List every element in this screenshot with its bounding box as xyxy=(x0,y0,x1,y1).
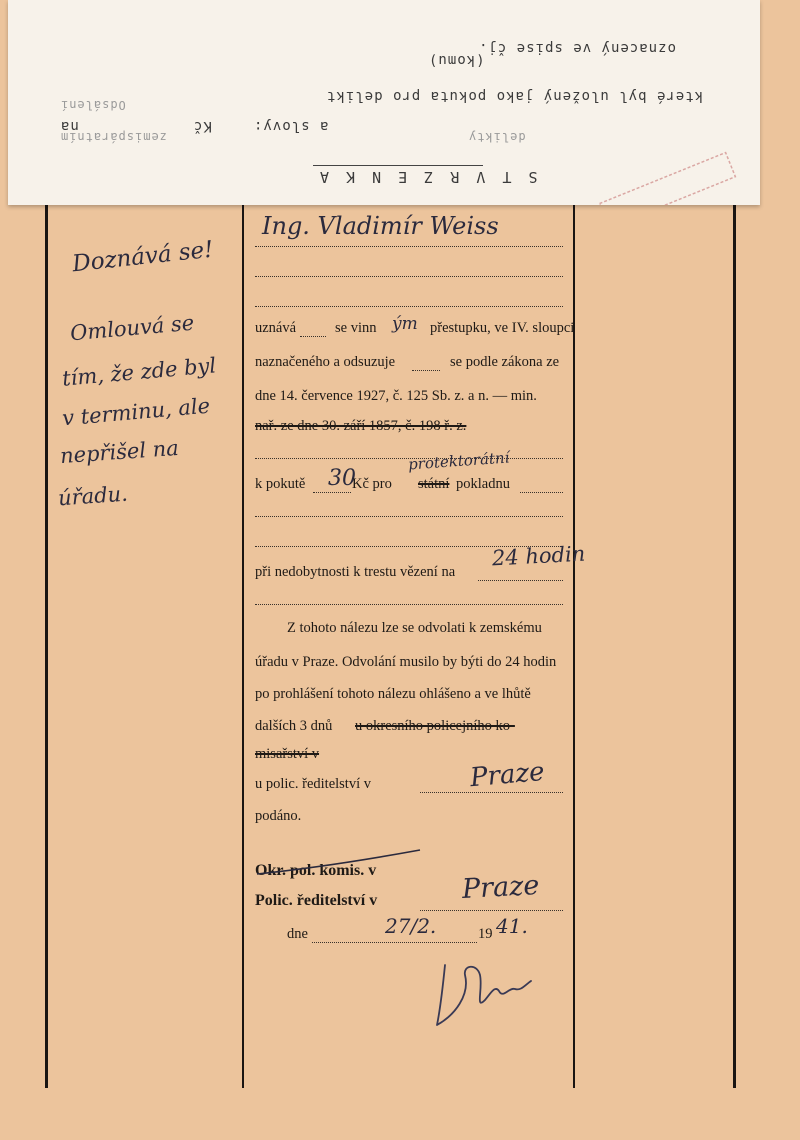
slip-title: S T V R Z E N K A xyxy=(316,168,538,186)
hand-amount: 30 xyxy=(328,466,356,491)
accused-name: Ing. Vladimír Weiss xyxy=(262,212,499,240)
note-line-6: úřadu. xyxy=(57,481,129,511)
slip-line-3c: a slovy: xyxy=(253,118,329,134)
slip-ghost-1: Odsálení xyxy=(60,98,126,112)
hand-hours: 24 hodin xyxy=(491,541,586,571)
slip-line-3b: Kč xyxy=(193,118,212,134)
label-year-prefix: 19 xyxy=(478,926,493,942)
note-line-4: v terminu, ale xyxy=(61,393,211,431)
appeal-line-1: Z tohoto nálezu lze se odvolati k zemskému xyxy=(287,620,542,636)
label-kc-pro: Kč pro xyxy=(352,476,392,492)
label-pri-nedobytnosti: při nedobytnosti k trestu vězení na xyxy=(255,564,456,580)
slip-line-2: které byl uložený jako pokuta pro delikt xyxy=(326,88,704,104)
slip-line-1b: (komu) xyxy=(428,52,485,68)
label-dne-line: dne 14. července 1927, č. 125 Sb. z. a n. — min. xyxy=(255,388,537,404)
strike-okr-komis xyxy=(255,848,425,883)
slip-line-1: oznacený ve spise čj. xyxy=(478,40,677,56)
label-polic-reditelstvi: Polic. ředitelství v xyxy=(255,892,378,909)
appeal-line-5: misařství v xyxy=(255,746,320,762)
label-k-pokute: k pokutě xyxy=(255,476,306,492)
label-se-podle: se podle zákona ze xyxy=(450,354,560,370)
receipt-slip xyxy=(8,0,760,205)
hand-protektoratni: protektorátní xyxy=(407,448,510,474)
dots-date xyxy=(312,942,477,943)
dots-odsuzuje xyxy=(412,370,440,371)
dots-hours xyxy=(478,580,563,581)
hand-year: 41. xyxy=(496,914,528,938)
dots-pokladnu xyxy=(520,492,563,493)
label-prestupku: přestupku, ve IV. sloupci xyxy=(430,320,575,336)
appeal-line-2: úřadu v Praze. Odvolání musilo by býti do 24 hodin xyxy=(255,654,557,670)
dots-amount xyxy=(313,492,351,493)
label-naznaceneho: naznačeného a odsuzuje xyxy=(255,354,396,370)
left-margin-rule xyxy=(45,200,48,1088)
faded-stamp-mark xyxy=(597,150,738,205)
appeal-line-4b: u okresního policejního ko- xyxy=(355,718,515,734)
label-okr-komis: Okr. pol. komis. v xyxy=(255,862,377,879)
hand-date: 27/2. xyxy=(385,914,437,938)
name-line-2 xyxy=(255,276,563,277)
label-se-vinn: se vinn xyxy=(335,320,377,336)
dots-city-2 xyxy=(420,910,563,911)
label-dne: dne xyxy=(287,926,308,942)
blank-line-d xyxy=(255,604,563,605)
appeal-line-4a: dalších 3 dnů xyxy=(255,718,333,734)
note-line-1: Doznává se! xyxy=(71,236,215,278)
hand-city: Praze xyxy=(468,756,546,794)
slip-title-rule xyxy=(313,165,483,166)
signature-stroke xyxy=(425,955,545,1035)
slip-ghost-3: delikty xyxy=(468,130,526,144)
dots-uznava xyxy=(300,336,326,337)
note-line-5: nepřišel na xyxy=(59,435,180,469)
label-polic-line: u polic. ředitelství v xyxy=(255,776,371,792)
label-pokladnu: pokladnu xyxy=(456,476,510,492)
blank-line-b xyxy=(255,516,563,517)
dots-city xyxy=(420,792,563,793)
label-podano: podáno. xyxy=(255,808,302,824)
slip-ghost-2: zemispáratním xyxy=(60,130,167,144)
right-margin-rule xyxy=(733,200,736,1088)
label-statni: státní xyxy=(418,476,450,492)
faded-stamp xyxy=(597,150,739,205)
slip-line-3a: na xyxy=(60,118,79,134)
name-line-1 xyxy=(255,246,563,247)
label-struck-law: nař. ze dne 30. září 1857, č. 198 ř. z. xyxy=(255,418,467,434)
hand-city-2: Praze xyxy=(461,869,541,906)
note-line-2: Omlouvá se xyxy=(69,310,196,346)
signature xyxy=(425,955,545,1040)
strike-stroke xyxy=(255,848,425,878)
note-line-3: tím, že zde byl xyxy=(61,353,217,391)
label-uznava: uznává xyxy=(255,320,297,336)
appeal-line-3: po prohlášení tohoto nálezu ohlášeno a ve lhůtě xyxy=(255,686,531,702)
column-rule-left xyxy=(242,200,244,1088)
name-line-3 xyxy=(255,306,563,307)
hand-ym: ým xyxy=(392,314,418,334)
